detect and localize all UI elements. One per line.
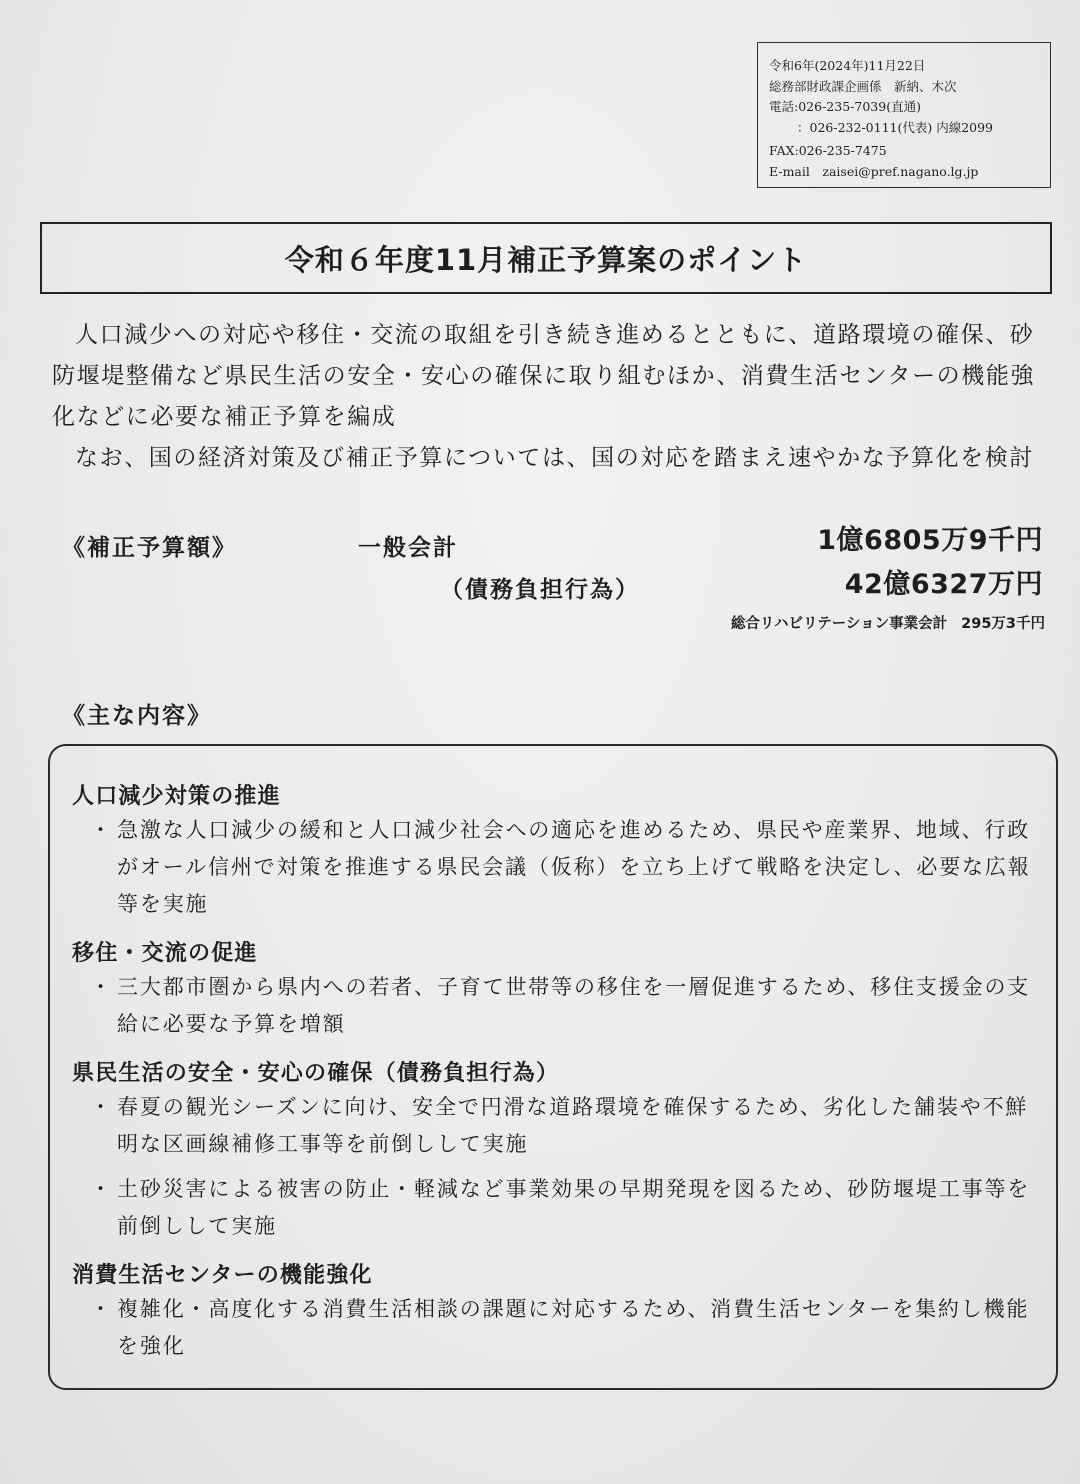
section-heading: 消費生活センターの機能強化 <box>72 1263 373 1288</box>
page-title: 令和６年度11月補正予算案のポイント <box>284 242 808 277</box>
contents-section <box>72 1261 1035 1365</box>
bullet-text: 急激な人口減少の緩和と人口減少社会への適応を進めるため、県民や産業界、地域、行政がオール信州で対策を推進する県民会議（仮称）を立ち上げて戦略を決定し、必要な広報等を実施 <box>117 818 1031 916</box>
bullet-list <box>72 1291 1035 1365</box>
contact-phone-main: ：026-232-0111(代表) 内線2099 <box>797 119 994 135</box>
contact-fax: FAX:026-235-7475 <box>769 143 887 158</box>
bullet-marker: ・ <box>90 1095 111 1119</box>
main-contents-label: 《主な内容》 <box>62 703 212 729</box>
section-heading: 県民生活の安全・安心の確保（債務負担行為） <box>72 1061 560 1086</box>
title-box <box>40 222 1052 294</box>
bullet-list <box>72 1089 1035 1245</box>
contents-section <box>72 782 1035 923</box>
list-item <box>72 969 1035 1043</box>
debt-burden-label: （債務負担行為） <box>440 577 640 603</box>
bullet-text: 春夏の観光シーズンに向け、安全で円滑な道路環境を確保するため、劣化した舗装や不鮮明な区画線補修工事等を前倒しして実施 <box>117 1095 1029 1156</box>
list-item <box>72 812 1035 923</box>
bullet-text: 三大都市圏から県内への若者、子育て世帯等の移住を一層促進するため、移住支援金の支給に必要な予算を増額 <box>117 975 1031 1036</box>
contact-date: 令和6年(2024年)11月22日 <box>769 58 926 73</box>
rehab-account-row <box>731 615 1045 633</box>
bullet-list <box>72 969 1035 1043</box>
bullet-marker: ・ <box>90 1177 111 1201</box>
contents-section <box>72 1059 1035 1245</box>
section-heading: 人口減少対策の推進 <box>72 784 281 809</box>
list-item <box>72 1089 1035 1163</box>
contact-info-box <box>757 42 1051 188</box>
section-heading: 移住・交流の促進 <box>72 941 258 966</box>
intro-paragraph: なお、国の経済対策及び補正予算については、国の対応を踏まえ速やかな予算化を検討 <box>75 445 1034 471</box>
general-account-amount: 1億6805万9千円 <box>817 525 1043 556</box>
contents-section <box>72 939 1035 1043</box>
bullet-marker: ・ <box>90 818 111 842</box>
general-account-label: 一般会計 <box>358 535 458 561</box>
contact-department: 総務部財政課企画係 新納、木次 <box>769 78 957 94</box>
list-item <box>72 1291 1035 1365</box>
contact-phone-direct: 電話:026-235-7039(直通) <box>769 99 921 114</box>
bullet-text: 複雑化・高度化する消費生活相談の課題に対応するため、消費生活センターを集約し機能を強化 <box>117 1297 1030 1358</box>
contact-email: E-mail zaisei@pref.nagano.lg.jp <box>769 163 979 179</box>
budget-label: 《補正予算額》 <box>62 535 237 561</box>
bullet-marker: ・ <box>90 975 111 999</box>
bullet-text: 土砂災害による被害の防止・軽減など事業効果の早期発現を図るため、砂防堰堤工事等を前倒しして実施 <box>117 1177 1031 1238</box>
debt-burden-amount: 42億6327万円 <box>844 569 1043 600</box>
rehab-account-label: 総合リハビリテーション事業会計 <box>730 616 948 632</box>
main-contents-box <box>48 744 1058 1390</box>
bullet-list <box>72 812 1035 923</box>
intro-paragraph: 人口減少への対応や移住・交流の取組を引き続き進めるとともに、道路環境の確保、砂防堰堤整備など県民生活の安全・安心の確保に取り組むほか、消費生活センターの機能強化などに必要な補正予算を編成 <box>52 322 1036 430</box>
bullet-marker: ・ <box>90 1297 111 1321</box>
intro-text <box>52 315 1040 479</box>
rehab-account-amount: 295万3千円 <box>961 616 1045 632</box>
list-item <box>72 1171 1035 1245</box>
